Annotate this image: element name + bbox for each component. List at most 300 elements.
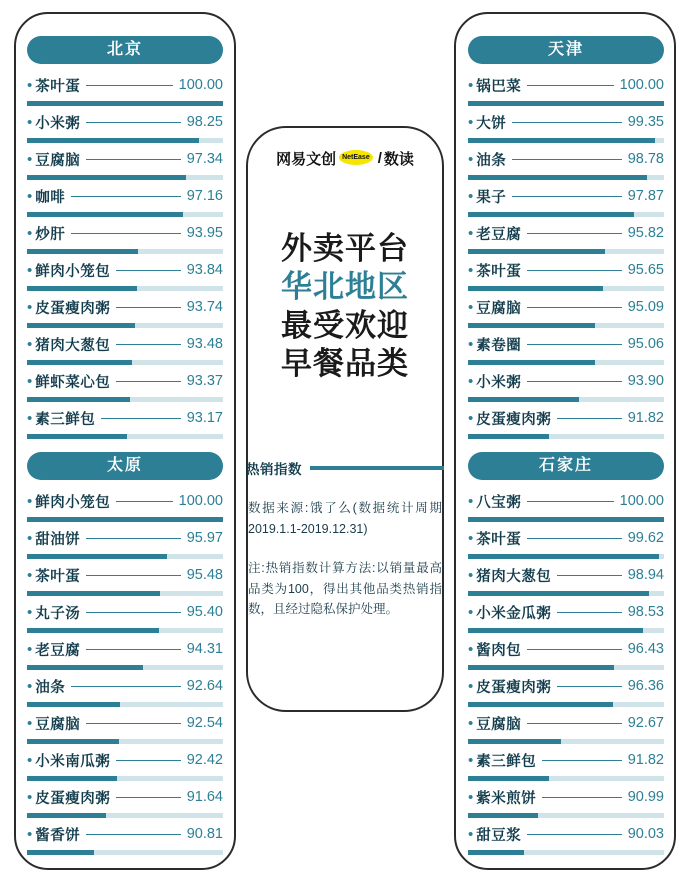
bar-fill [468,360,595,365]
item-label: 皮蛋瘦肉粥 [35,790,111,807]
leader-line [557,575,621,576]
leader-line [116,501,172,502]
bar-fill [468,138,655,143]
bullet-icon: • [27,492,33,510]
list-item [27,747,223,784]
item-label: 茶叶蛋 [35,78,81,95]
bullet-icon: • [27,150,33,168]
leader-line [71,233,180,234]
bar-track [468,434,664,439]
bar-fill [27,249,138,254]
bar-fill [468,175,647,180]
item-row [468,488,664,514]
bar-fill [468,286,603,291]
bar-fill [468,434,549,439]
item-row [468,673,664,699]
bar-track [27,554,223,559]
bar-fill [468,397,579,402]
bar-track [27,397,223,402]
list-item [27,636,223,673]
item-label: 小米粥 [35,115,81,132]
bar-fill [468,212,634,217]
item-row [27,146,223,172]
list-item [468,72,664,109]
bar-fill [468,323,595,328]
item-row [468,405,664,431]
item-value: 92.42 [186,752,223,768]
list-item [27,183,223,220]
leader-line [527,649,621,650]
bar-fill [27,101,223,106]
city-title-beijing: 北京 [27,36,223,64]
item-row [468,331,664,357]
leader-line [116,344,180,345]
bar-track [27,434,223,439]
bar-track [27,286,223,291]
item-row [27,368,223,394]
item-value: 91.82 [627,752,664,768]
item-label: 酱肉包 [476,642,522,659]
bar-track [468,101,664,106]
leader-line [512,122,621,123]
item-value: 95.65 [627,262,664,278]
leader-line [527,501,613,502]
list-item [27,562,223,599]
item-row [27,294,223,320]
item-label: 锅巴菜 [476,78,522,95]
list-item [27,294,223,331]
item-value: 95.09 [627,299,664,315]
city-panel-taiyuan [27,452,223,858]
leader-line [71,686,180,687]
item-row [468,146,664,172]
bar-track [468,813,664,818]
bar-fill [468,591,649,596]
list-item [468,710,664,747]
item-label: 油条 [476,152,507,169]
item-label: 果子 [476,189,507,206]
title-line-4: 早餐品类 [281,346,409,382]
brand-part2: 文创 [306,151,337,168]
item-value: 93.95 [186,225,223,241]
bar-track [27,323,223,328]
leader-line [116,797,180,798]
item-value: 97.87 [627,188,664,204]
bar-fill [468,850,524,855]
bar-fill [27,175,186,180]
list-item [27,109,223,146]
title-line-2: 华北地区 [281,269,409,305]
brand-slash: / [377,150,382,167]
item-value: 95.48 [186,567,223,583]
bar-fill [468,776,549,781]
bullet-icon: • [27,566,33,584]
leader-line [557,418,621,419]
item-row [468,747,664,773]
bullet-icon: • [27,187,33,205]
list-item [27,784,223,821]
bullet-icon: • [27,714,33,732]
list-item [27,525,223,562]
item-label: 小米南瓜粥 [35,753,111,770]
leader-line [512,159,621,160]
leader-line [116,381,180,382]
bullet-icon: • [468,113,474,131]
bar-track [27,101,223,106]
item-label: 炒肝 [35,226,66,243]
bullet-icon: • [27,335,33,353]
leader-line [527,233,621,234]
bar-track [468,554,664,559]
item-row [468,257,664,283]
bar-track [468,138,664,143]
item-label: 鲜肉小笼包 [35,494,111,511]
list-item [468,146,664,183]
bar-track [27,360,223,365]
list-item [468,257,664,294]
item-value: 92.67 [627,715,664,731]
item-value: 99.62 [627,530,664,546]
item-value: 92.64 [186,678,223,694]
bullet-icon: • [468,76,474,94]
item-value: 93.17 [186,410,223,426]
leader-line [116,307,180,308]
bar-track [27,665,223,670]
leader-line [527,307,621,308]
list-item [27,710,223,747]
item-label: 茶叶蛋 [476,531,522,548]
item-label: 素三鲜包 [476,753,537,770]
item-label: 小米粥 [476,374,522,391]
item-label: 大饼 [476,115,507,132]
item-row [468,562,664,588]
brand-logo [246,148,444,169]
bar-fill [27,397,130,402]
item-label: 豆腐脑 [476,300,522,317]
item-value: 90.99 [627,789,664,805]
item-label: 豆腐脑 [35,152,81,169]
leader-line [86,612,180,613]
bar-fill [468,249,605,254]
item-row [27,673,223,699]
city-panel-tianjin [468,36,664,442]
bar-track [27,776,223,781]
list-item [27,405,223,442]
item-row [27,784,223,810]
city-title-taiyuan: 太原 [27,452,223,480]
bar-fill [468,813,538,818]
netease-badge-icon: NetEase [339,150,373,165]
bullet-icon: • [468,603,474,621]
bullet-icon: • [27,298,33,316]
list-item [27,220,223,257]
bar-track [468,360,664,365]
item-label: 豆腐脑 [35,716,81,733]
list-item [27,331,223,368]
item-value: 97.16 [186,188,223,204]
bullet-icon: • [468,640,474,658]
list-item [468,636,664,673]
list-item [468,109,664,146]
item-label: 茶叶蛋 [476,263,522,280]
bar-fill [468,739,561,744]
item-label: 八宝粥 [476,494,522,511]
item-value: 96.43 [627,641,664,657]
list-item [468,294,664,331]
methodology-note: 注:热销指数计算方法:以销量最高品类为100，得出其他品类热销指数，且经过隐私保护处理。 [248,561,442,617]
item-value: 90.81 [186,826,223,842]
item-label: 皮蛋瘦肉粥 [35,300,111,317]
bar-fill [27,517,223,522]
bar-fill [27,850,94,855]
item-label: 猪肉大葱包 [35,337,111,354]
bar-fill [27,776,117,781]
item-label: 皮蛋瘦肉粥 [476,411,552,428]
list-item [468,673,664,710]
bullet-icon: • [27,261,33,279]
bullet-icon: • [27,603,33,621]
bar-track [27,591,223,596]
bar-fill [468,517,664,522]
item-row [27,488,223,514]
item-label: 猪肉大葱包 [476,568,552,585]
list-item [468,784,664,821]
leader-line [86,649,180,650]
item-list-shijiazhuang [468,488,664,858]
item-row [468,525,664,551]
bar-track [468,175,664,180]
bar-track [468,739,664,744]
bar-fill [27,591,160,596]
leader-line [527,381,621,382]
bar-fill [27,702,120,707]
bar-track [27,138,223,143]
item-value: 100.00 [619,493,664,509]
leader-line [542,797,621,798]
bar-track [468,286,664,291]
leader-line [527,834,621,835]
leader-line [86,575,180,576]
bullet-icon: • [27,372,33,390]
leader-line [86,538,180,539]
bullet-icon: • [468,788,474,806]
bar-track [468,776,664,781]
item-row [468,72,664,98]
item-value: 98.53 [627,604,664,620]
bar-fill [27,286,137,291]
bar-track [468,591,664,596]
item-row [27,220,223,246]
item-row [468,109,664,135]
bullet-icon: • [468,187,474,205]
leader-line [542,760,621,761]
bar-fill [468,665,614,670]
item-list-taiyuan [27,488,223,858]
bullet-icon: • [27,677,33,695]
item-value: 100.00 [178,493,223,509]
item-value: 98.94 [627,567,664,583]
item-list-beijing [27,72,223,442]
item-row [468,220,664,246]
item-label: 鲜肉小笼包 [35,263,111,280]
item-row [468,710,664,736]
item-row [27,821,223,847]
item-value: 96.36 [627,678,664,694]
item-row [27,405,223,431]
bar-track [27,850,223,855]
bar-fill [27,665,143,670]
item-row [27,636,223,662]
item-label: 甜油饼 [35,531,81,548]
item-value: 100.00 [178,77,223,93]
item-label: 小米金瓜粥 [476,605,552,622]
item-value: 93.37 [186,373,223,389]
leader-line [71,196,180,197]
page-title [246,230,444,384]
item-label: 素三鲜包 [35,411,96,428]
item-list-tianjin [468,72,664,442]
bullet-icon: • [468,261,474,279]
legend-label: 热销指数 [246,462,302,477]
item-row [468,784,664,810]
bullet-icon: • [468,751,474,769]
center-column [246,126,444,712]
item-value: 93.48 [186,336,223,352]
bar-track [27,212,223,217]
bar-fill [27,138,199,143]
bar-fill [27,323,135,328]
item-row [468,183,664,209]
bullet-icon: • [468,224,474,242]
bullet-icon: • [27,76,33,94]
bar-fill [27,813,106,818]
bar-track [468,323,664,328]
bar-track [468,397,664,402]
item-label: 豆腐脑 [476,716,522,733]
item-value: 94.31 [186,641,223,657]
bullet-icon: • [468,677,474,695]
list-item [27,673,223,710]
bar-fill [468,628,643,633]
leader-line [527,85,613,86]
bullet-icon: • [468,529,474,547]
item-row [468,368,664,394]
item-row [27,525,223,551]
item-row [468,599,664,625]
bar-track [468,628,664,633]
item-value: 91.64 [186,789,223,805]
bar-fill [27,360,132,365]
leader-line [86,723,180,724]
bar-track [468,702,664,707]
bar-track [468,249,664,254]
item-label: 茶叶蛋 [35,568,81,585]
item-value: 93.74 [186,299,223,315]
bullet-icon: • [468,372,474,390]
item-label: 鲜虾菜心包 [35,374,111,391]
leader-line [527,344,621,345]
bar-track [468,665,664,670]
title-line-3: 最受欢迎 [281,307,409,343]
leader-line [86,122,180,123]
item-label: 素卷圈 [476,337,522,354]
leader-line [86,85,172,86]
list-item [468,821,664,858]
bar-track [468,212,664,217]
item-row [27,72,223,98]
item-row [27,109,223,135]
item-value: 99.35 [627,114,664,130]
bullet-icon: • [468,714,474,732]
item-row [27,331,223,357]
list-item [468,747,664,784]
bullet-icon: • [468,566,474,584]
item-value: 92.54 [186,715,223,731]
item-row [27,257,223,283]
bar-fill [27,628,159,633]
bar-track [27,739,223,744]
list-item [468,183,664,220]
item-value: 93.84 [186,262,223,278]
list-item [27,488,223,525]
list-item [468,599,664,636]
leader-line [527,538,621,539]
item-label: 甜豆浆 [476,827,522,844]
item-row [27,599,223,625]
bullet-icon: • [27,788,33,806]
list-item [27,599,223,636]
list-item [468,562,664,599]
bar-track [27,517,223,522]
leader-line [101,418,180,419]
bar-fill [468,702,613,707]
bullet-icon: • [27,529,33,547]
bar-track [27,249,223,254]
list-item [27,72,223,109]
item-label: 丸子汤 [35,605,81,622]
item-value: 98.25 [186,114,223,130]
city-panel-beijing [27,36,223,442]
bar-track [27,628,223,633]
item-value: 98.78 [627,151,664,167]
item-row [27,562,223,588]
bullet-icon: • [27,825,33,843]
leader-line [116,270,180,271]
bar-track [27,813,223,818]
leader-line [527,270,621,271]
legend-bar-swatch [310,466,444,470]
item-label: 皮蛋瘦肉粥 [476,679,552,696]
bullet-icon: • [468,298,474,316]
bullet-icon: • [27,224,33,242]
item-label: 咖啡 [35,189,66,206]
bar-fill [27,434,127,439]
item-label: 酱香饼 [35,827,81,844]
bullet-icon: • [468,492,474,510]
item-value: 97.34 [186,151,223,167]
item-label: 油条 [35,679,66,696]
city-panel-shijiazhuang [468,452,664,858]
bar-track [468,517,664,522]
list-item [468,405,664,442]
leader-line [557,686,621,687]
item-row [27,183,223,209]
bullet-icon: • [27,409,33,427]
bullet-icon: • [468,335,474,353]
item-row [468,821,664,847]
leader-line [512,196,621,197]
legend [246,458,444,478]
